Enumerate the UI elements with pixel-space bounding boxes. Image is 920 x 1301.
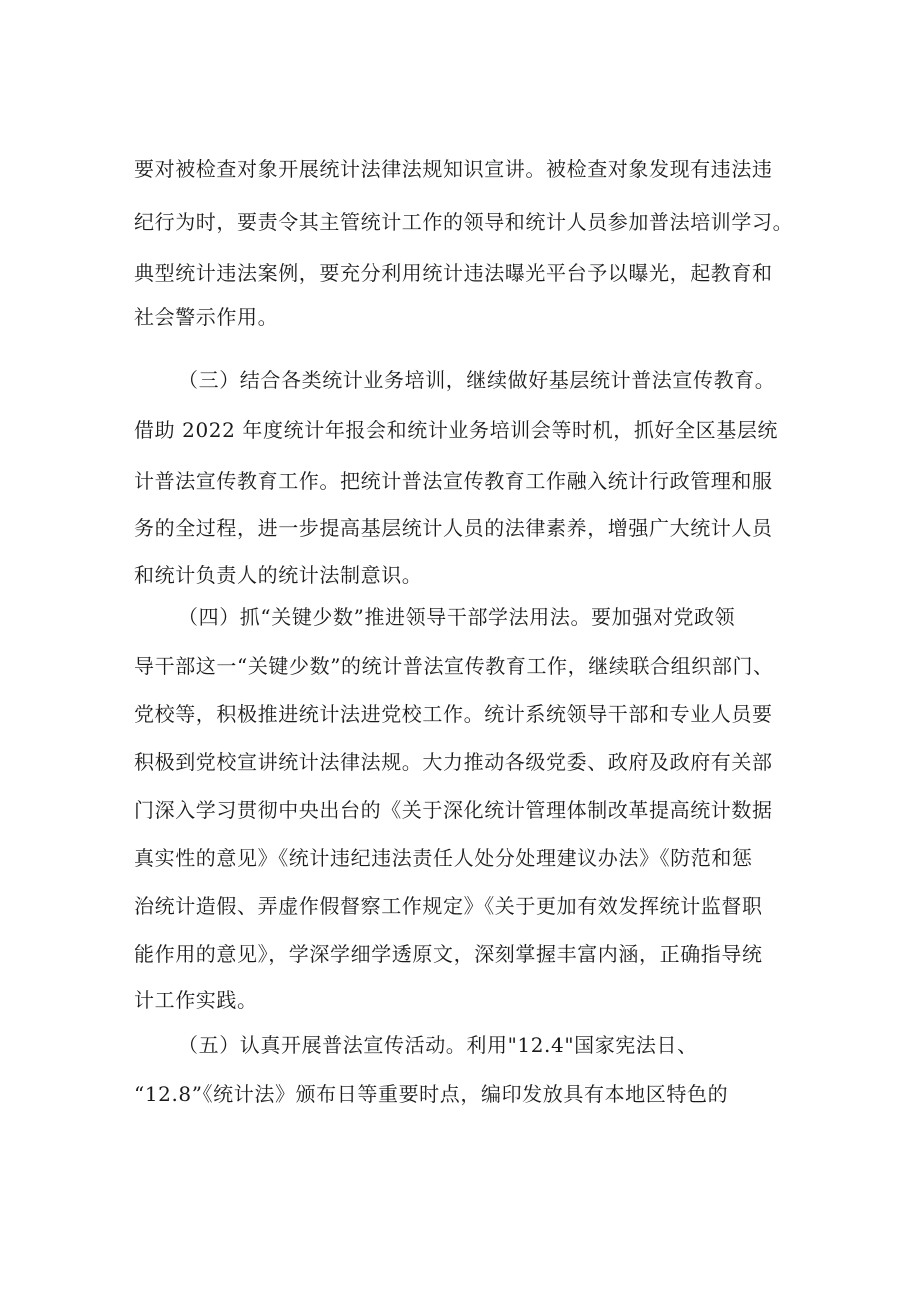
body-line: 积极到党校宣讲统计法律法规。大力推动各级党委、政府及政府有关部 <box>134 750 773 774</box>
body-line: 社会警示作用。 <box>134 305 279 329</box>
body-line: 计普法宣传教育工作。把统计普法宣传教育工作融入统计行政管理和服 <box>134 469 773 493</box>
section-heading-5: （五）认真开展普法宣传活动。利用"12.4"国家宪法日、 <box>178 1033 698 1057</box>
body-line: 计工作实践。 <box>134 988 258 1012</box>
body-line: 和统计负责人的统计法制意识。 <box>134 563 423 587</box>
section-heading-4: （四）抓“关键少数”推进领导干部学法用法。要加强对党政领 <box>178 605 736 629</box>
body-line: 治统计造假、弄虚作假督察工作规定》《关于更加有效发挥统计监督职 <box>134 894 763 918</box>
body-line: 能作用的意见》，学深学细学透原文，深刻掌握丰富内涵，正确指导统 <box>134 942 763 966</box>
body-line: 门深入学习贯彻中央出台的《关于深化统计管理体制改革提高统计数据 <box>134 798 773 822</box>
section-heading-3: （三）结合各类统计业务培训，继续做好基层统计普法宣传教育。 <box>178 368 776 392</box>
body-line: 党校等，积极推进统计法进党校工作。统计系统领导干部和专业人员要 <box>134 702 773 726</box>
body-line: 真实性的意见》《统计违纪违法责任人处分处理建议办法》《防范和惩 <box>134 846 753 870</box>
body-line: 借助 2022 年度统计年报会和统计业务培训会等时机，抓好全区基层统 <box>134 418 779 442</box>
body-line: 典型统计违法案例，要充分利用统计违法曝光平台予以曝光，起教育和 <box>134 261 773 285</box>
body-line: 导干部这一“关键少数”的统计普法宣传教育工作，继续联合组织部门、 <box>134 654 774 678</box>
body-line: 要对被检查对象开展统计法律法规知识宣讲。被检查对象发现有违法违 <box>134 157 773 181</box>
body-line: 纪行为时，要责令其主管统计工作的领导和统计人员参加普法培训学习。 <box>134 210 794 234</box>
body-line: “12.8”《统计法》颁布日等重要时点，编印发放具有本地区特色的 <box>134 1082 729 1106</box>
body-line: 务的全过程，进一步提高基层统计人员的法律素养，增强广大统计人员 <box>134 516 773 540</box>
